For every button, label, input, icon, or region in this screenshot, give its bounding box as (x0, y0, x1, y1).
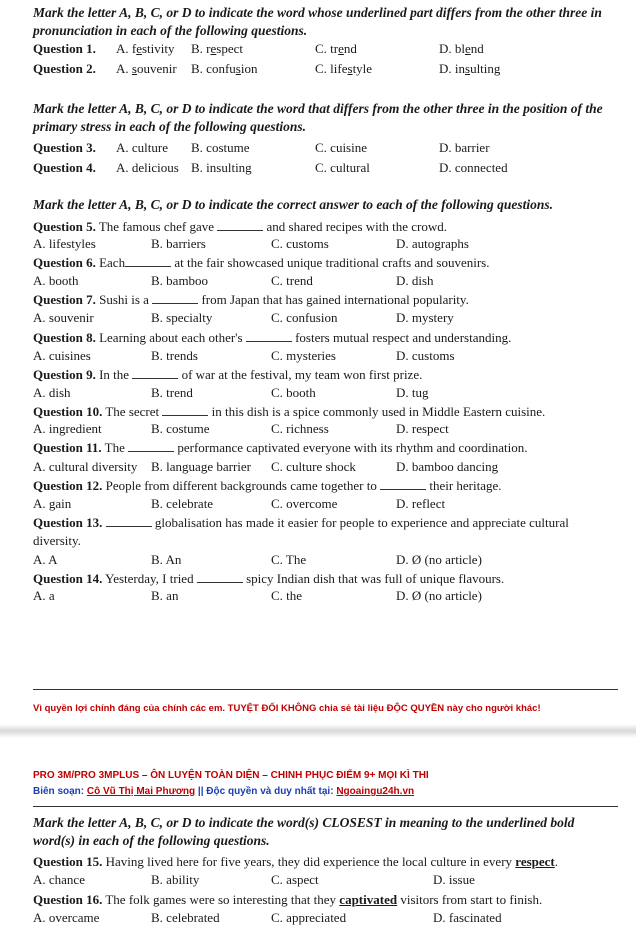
option-b[interactable]: B. language barrier (151, 459, 251, 474)
option-d[interactable]: D. bamboo dancing (396, 459, 499, 474)
question-14-stem: Question 14. Yesterday, I tried spicy Indian dish that was full of unique flavours. (33, 571, 505, 586)
question-number: Question 6. (33, 255, 96, 270)
page-break (0, 724, 636, 738)
question-15-options (33, 872, 633, 887)
option-a[interactable]: A. A (33, 552, 58, 567)
option-c[interactable]: C. the (271, 588, 303, 603)
option-a[interactable]: A. dish (33, 385, 71, 400)
question-8-options (33, 348, 633, 363)
target-word: respect (515, 854, 555, 869)
option-a[interactable]: A. delicious (116, 160, 179, 175)
option-a[interactable]: A. gain (33, 496, 72, 511)
option-c[interactable]: C. cultural (315, 160, 370, 175)
question-6-stem: Question 6. Each at the fair showcased unique traditional crafts and souvenirs. (33, 255, 490, 270)
option-b[interactable]: B. specialty (151, 310, 213, 325)
option-c[interactable]: C. confusion (271, 310, 338, 325)
instruction-correct-answer: Mark the letter A, B, C, or D to indicate the correct answer to each of the following questions. (33, 197, 554, 212)
question-2 (33, 61, 633, 76)
option-c[interactable]: C. appreciated (271, 910, 347, 925)
option-a[interactable]: A. festivity (116, 41, 175, 56)
question-number: Question 10. (33, 404, 103, 419)
option-d[interactable]: D. insulting (439, 61, 501, 76)
author-link[interactable]: Cô Vũ Thị Mai Phương (86, 786, 196, 797)
option-d[interactable]: D. respect (396, 421, 449, 436)
answer-blank (152, 292, 198, 304)
question-number: Question 14. (33, 571, 103, 586)
option-c[interactable]: C. aspect (271, 872, 319, 887)
answer-blank (217, 219, 263, 231)
question-number: Question 4. (33, 160, 96, 175)
question-13-stem: Question 13. globalisation has made it easier for people to experience and appreciate cultural (33, 515, 569, 530)
option-d[interactable]: D. blend (439, 41, 484, 56)
answer-blank (106, 515, 152, 527)
option-d[interactable]: D. customs (396, 348, 455, 363)
question-16-options (33, 910, 633, 925)
option-d[interactable]: D. reflect (396, 496, 446, 511)
instruction-stress: Mark the letter A, B, C, or D to indicate the word that differs from the other three in the position of the primary stress in each of the following questions. (33, 101, 603, 134)
option-b[interactable]: B. costume (191, 140, 250, 155)
question-10-options (33, 421, 633, 436)
option-a[interactable]: A. souvenir (116, 61, 177, 76)
option-b[interactable]: B. ability (151, 872, 200, 887)
option-b[interactable]: B. celebrated (151, 910, 220, 925)
question-number: Question 11. (33, 440, 102, 455)
question-4 (33, 160, 633, 175)
question-number: Question 8. (33, 330, 96, 345)
option-c[interactable]: C. cuisine (315, 140, 367, 155)
option-a[interactable]: A. lifestyles (33, 236, 96, 251)
option-d[interactable]: D. tug (396, 385, 429, 400)
option-d[interactable]: D. connected (439, 160, 508, 175)
option-b[interactable]: B. respect (191, 41, 243, 56)
answer-blank (128, 440, 174, 452)
option-b[interactable]: B. insulting (191, 160, 252, 175)
option-d[interactable]: D. autographs (396, 236, 469, 251)
option-d[interactable]: D. issue (433, 872, 475, 887)
copyright-notice: Vì quyền lợi chính đáng của chính các em. TUYỆT ĐỐI KHÔNG chia sẻ tài liệu ĐỘC QUYỀN này cho người khác! (33, 703, 541, 714)
question-14-options (33, 588, 633, 603)
option-c[interactable]: C. booth (271, 385, 316, 400)
answer-blank (125, 255, 171, 267)
option-d[interactable]: D. fascinated (433, 910, 502, 925)
question-12-options (33, 496, 633, 511)
question-11-options (33, 459, 633, 474)
question-11-stem: Question 11. The performance captivated everyone with its rhythm and coordination. (33, 440, 528, 455)
page-subheader: Biên soạn: Cô Vũ Thị Mai Phương || Độc quyền và duy nhất tại: Ngoaingu24h.vn (33, 786, 415, 797)
question-13-stem-cont: diversity. (33, 533, 81, 548)
option-a[interactable]: A. chance (33, 872, 85, 887)
question-1 (33, 41, 633, 56)
question-3 (33, 140, 633, 155)
question-6-options (33, 273, 633, 288)
question-number: Question 12. (33, 478, 103, 493)
answer-blank (380, 478, 426, 490)
option-b[interactable]: B. barriers (151, 236, 206, 251)
question-12-stem: Question 12. People from different backgrounds came together to their heritage. (33, 478, 502, 493)
question-number: Question 1. (33, 41, 96, 56)
option-c[interactable]: C. mysteries (271, 348, 336, 363)
question-5-stem: Question 5. The famous chef gave and shared recipes with the crowd. (33, 219, 447, 234)
option-b[interactable]: B. trend (151, 385, 193, 400)
option-b[interactable]: B. celebrate (151, 496, 214, 511)
question-7-stem: Question 7. Sushi is a from Japan that has gained international popularity. (33, 292, 469, 307)
instruction-closest-meaning: Mark the letter A, B, C, or D to indicate the word(s) CLOSEST in meaning to the underlined bold word(s) in each of the following questions. (33, 815, 575, 848)
option-c[interactable]: C. overcome (271, 496, 338, 511)
option-a[interactable]: A. a (33, 588, 55, 603)
option-c[interactable]: C. lifestyle (315, 61, 373, 76)
question-10-stem: Question 10. The secret in this dish is a spice commonly used in Middle Eastern cuisine. (33, 404, 546, 419)
answer-blank (197, 571, 243, 583)
option-c[interactable]: C. trend (315, 41, 357, 56)
question-13-options (33, 552, 633, 567)
question-number: Question 13. (33, 515, 103, 530)
site-link[interactable]: Ngoaingu24h.vn (336, 786, 415, 797)
option-a[interactable]: A. booth (33, 273, 79, 288)
answer-blank (246, 330, 292, 342)
option-c[interactable]: C. culture shock (271, 459, 356, 474)
option-a[interactable]: A. souvenir (33, 310, 94, 325)
option-a[interactable]: A. overcame (33, 910, 100, 925)
question-16-stem: Question 16. The folk games were so interesting that they captivated visitors from start to finish. (33, 892, 543, 907)
instruction-pronunciation: Mark the letter A, B, C, or D to indicate the word whose underlined part differs from the other three in pronunciation in each of the following questions. (33, 5, 602, 38)
question-9-stem: Question 9. In the of war at the festival, my team won first prize. (33, 367, 423, 382)
option-d[interactable]: D. Ø (no article) (396, 588, 482, 603)
option-a[interactable]: A. cuisines (33, 348, 91, 363)
question-8-stem: Question 8. Learning about each other's fosters mutual respect and understanding. (33, 330, 512, 345)
option-b[interactable]: B. bamboo (151, 273, 209, 288)
answer-blank (162, 404, 208, 416)
question-number: Question 5. (33, 219, 96, 234)
option-b[interactable]: B. trends (151, 348, 198, 363)
question-7-options (33, 310, 633, 325)
option-b[interactable]: B. costume (151, 421, 210, 436)
option-a[interactable]: A. cultural diversity (33, 459, 138, 474)
option-d[interactable]: D. mystery (396, 310, 454, 325)
question-number: Question 16. (33, 892, 103, 907)
option-d[interactable]: D. dish (396, 273, 434, 288)
option-b[interactable]: B. confusion (191, 61, 258, 76)
question-number: Question 15. (33, 854, 103, 869)
question-number: Question 9. (33, 367, 96, 382)
option-c[interactable]: C. richness (271, 421, 329, 436)
option-d[interactable]: D. Ø (no article) (396, 552, 482, 567)
question-number: Question 7. (33, 292, 96, 307)
question-number: Question 3. (33, 140, 96, 155)
option-b[interactable]: B. An (151, 552, 182, 567)
question-5-options (33, 236, 633, 251)
option-b[interactable]: B. an (151, 588, 179, 603)
answer-blank (132, 367, 178, 379)
question-9-options (33, 385, 633, 400)
option-c[interactable]: C. The (271, 552, 307, 567)
target-word: captivated (339, 892, 398, 907)
option-a[interactable]: A. culture (116, 140, 168, 155)
divider (33, 806, 618, 807)
question-number: Question 2. (33, 61, 96, 76)
option-d[interactable]: D. barrier (439, 140, 490, 155)
course-title: PRO 3M/PRO 3MPLUS – ÔN LUYỆN TOÀN DIỆN – CHINH PHỤC ĐIỂM 9+ MỌI KÌ THI (33, 770, 429, 781)
page-header (33, 770, 429, 781)
option-c[interactable]: C. customs (271, 236, 329, 251)
divider (33, 689, 618, 690)
option-a[interactable]: A. ingredient (33, 421, 102, 436)
question-15-stem: Question 15. Having lived here for five years, they did experience the local culture in every respect. (33, 854, 558, 869)
option-c[interactable]: C. trend (271, 273, 313, 288)
